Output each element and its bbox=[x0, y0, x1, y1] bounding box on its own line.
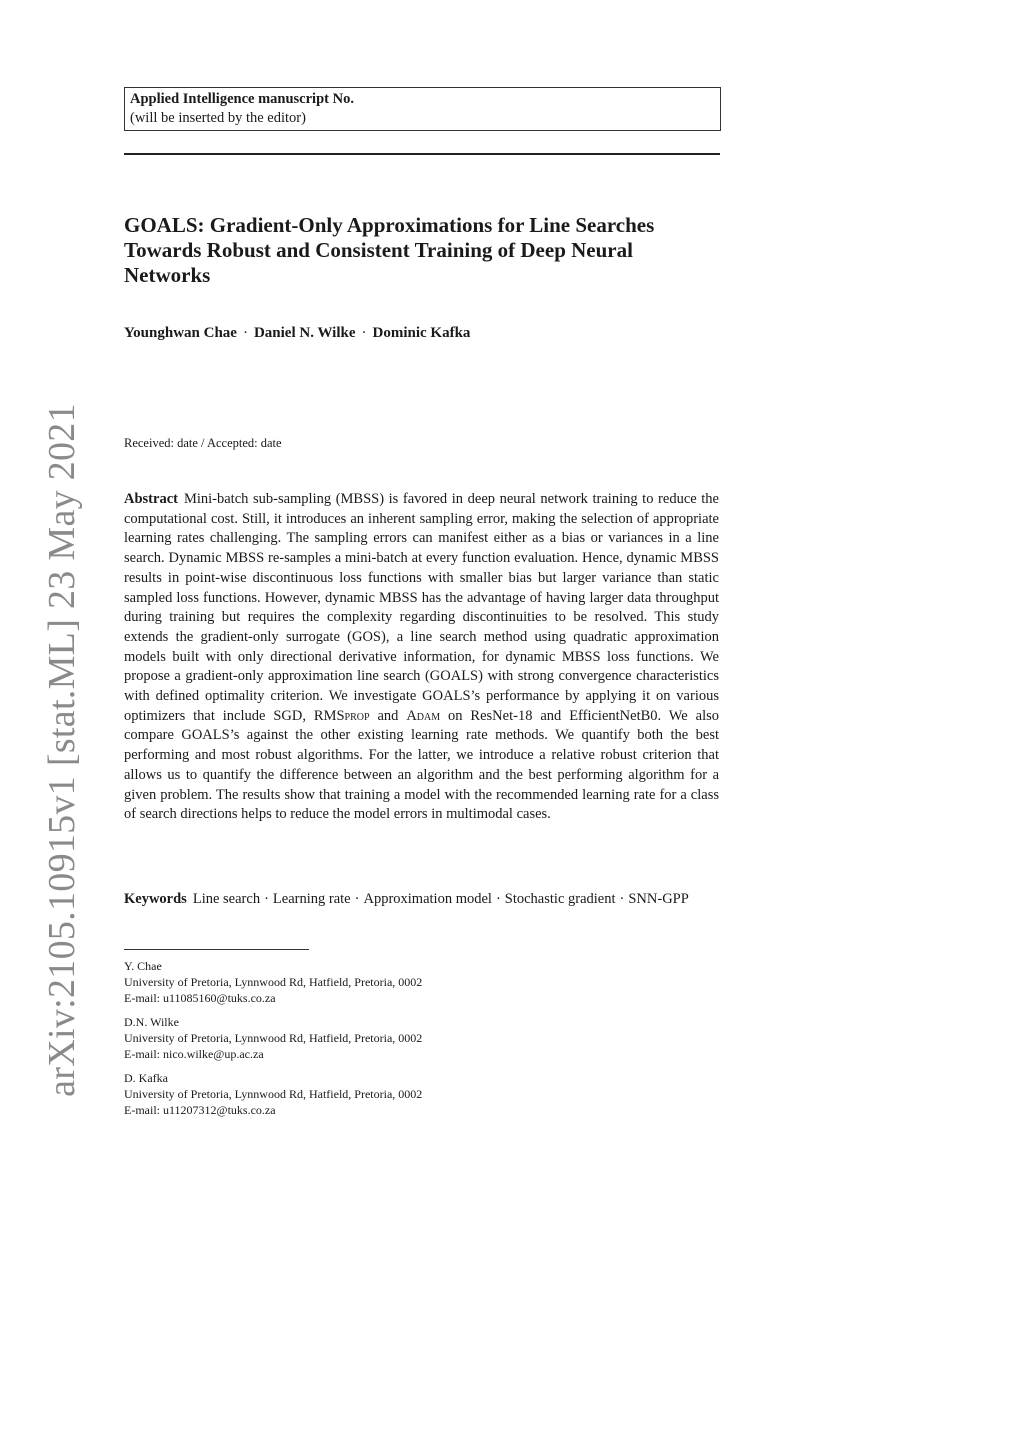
affiliation-name: D.N. Wilke bbox=[124, 1015, 179, 1029]
keywords-label: Keywords bbox=[124, 891, 187, 907]
abstract-label: Abstract bbox=[124, 491, 178, 507]
footnote-rule bbox=[124, 949, 309, 950]
keyword-separator: · bbox=[354, 891, 360, 907]
paper-title: GOALS: Gradient-Only Approximations for Line Searches Towards Robust and Consistent Training of Deep Neural Networks bbox=[124, 213, 655, 287]
keyword: Approximation model bbox=[363, 891, 492, 907]
author-separator: · bbox=[361, 325, 367, 341]
affiliation-email: E-mail: nico.wilke@up.ac.za bbox=[124, 1047, 264, 1061]
keyword-separator: · bbox=[619, 891, 625, 907]
affiliation-list bbox=[124, 958, 624, 1126]
keyword: SNN-GPP bbox=[628, 891, 689, 907]
arxiv-identifier: arXiv:2105.10915v1 [stat.ML] 23 May 2021 bbox=[41, 403, 83, 1097]
affiliation-email: E-mail: u11207312@tuks.co.za bbox=[124, 1103, 276, 1117]
author-name: Younghwan Chae bbox=[124, 325, 237, 341]
affiliation-entry bbox=[124, 1070, 624, 1118]
keyword: Stochastic gradient bbox=[504, 891, 616, 907]
journal-title: Applied Intelligence manuscript No. bbox=[130, 91, 354, 107]
optimizer-adam: Adam bbox=[406, 707, 441, 724]
affiliation-name: Y. Chae bbox=[124, 959, 162, 973]
optimizer-rmsprop: RMSprop bbox=[313, 707, 370, 724]
affiliation-entry bbox=[124, 1014, 624, 1062]
affiliation-address: University of Pretoria, Lynnwood Rd, Hatfield, Pretoria, 0002 bbox=[124, 1031, 423, 1045]
author-separator: · bbox=[242, 325, 248, 341]
keywords bbox=[124, 889, 714, 909]
affiliation-name: D. Kafka bbox=[124, 1071, 168, 1085]
keyword: Line search bbox=[192, 891, 261, 907]
author-list bbox=[124, 323, 484, 343]
journal-header-box bbox=[124, 87, 721, 131]
abstract-text-part-1: Mini-batch sub-sampling (MBSS) is favored in deep neural network training to reduce the computational cost. Still, it introduces an inherent sampling error, making the selection of appropriate learning rates challenging. The sampling errors can manifest either as a bias or variances in a line search. Dynamic MBSS re-samples a mini-batch at every function evaluation. Hence, dynamic MBSS results in point-wise discontinuous loss functions with smaller bias but larger variance than static sampled loss functions. However, dynamic MBSS has the advantage of having larger data throughput during training but requires the complexity regarding discontinuities to be resolved. This study extends the gradient-only surrogate (GOS), a line search method using quadratic approximation models built with only directional derivative information, for dynamic MBSS loss functions. We propose a gradient-only approximation line search (GOALS) with strong convergence characteristics with defined optimality criterion. We investigate GOALS’s performance by applying it on various optimizers that include bbox=[124, 491, 719, 724]
abstract-comma: , bbox=[302, 707, 306, 724]
received-accepted-dates: Received: date / Accepted: date bbox=[124, 436, 282, 450]
optimizer-sgd: SGD bbox=[273, 707, 303, 724]
keyword-separator: · bbox=[495, 891, 501, 907]
author-name: Dominic Kafka bbox=[372, 325, 471, 341]
affiliation-email: E-mail: u11085160@tuks.co.za bbox=[124, 991, 276, 1005]
abstract-text-part-2: on ResNet-18 and EfficientNetB0. We also compare GOALS’s against the other existing learning rate methods. We quantify both the best performing and most robust algorithms. For the latter, we introduce a relative robust criterion that allows us to quantify the difference between an algorithm and the best performing algorithm for a given problem. The results show that training a model with the recommended learning rate for a class of search directions helps to reduce the model errors in multimodal cases. bbox=[124, 707, 720, 823]
abstract bbox=[124, 490, 719, 825]
keyword-separator: · bbox=[264, 891, 269, 907]
affiliation-entry bbox=[124, 958, 624, 1006]
affiliation-address: University of Pretoria, Lynnwood Rd, Hatfield, Pretoria, 0002 bbox=[124, 1087, 423, 1101]
header-rule bbox=[124, 153, 720, 155]
journal-note: (will be inserted by the editor) bbox=[130, 110, 306, 126]
author-name: Daniel N. Wilke bbox=[253, 325, 356, 341]
abstract-and: and bbox=[377, 707, 399, 724]
affiliation-address: University of Pretoria, Lynnwood Rd, Hatfield, Pretoria, 0002 bbox=[124, 975, 423, 989]
keyword: Learning rate bbox=[272, 891, 351, 907]
